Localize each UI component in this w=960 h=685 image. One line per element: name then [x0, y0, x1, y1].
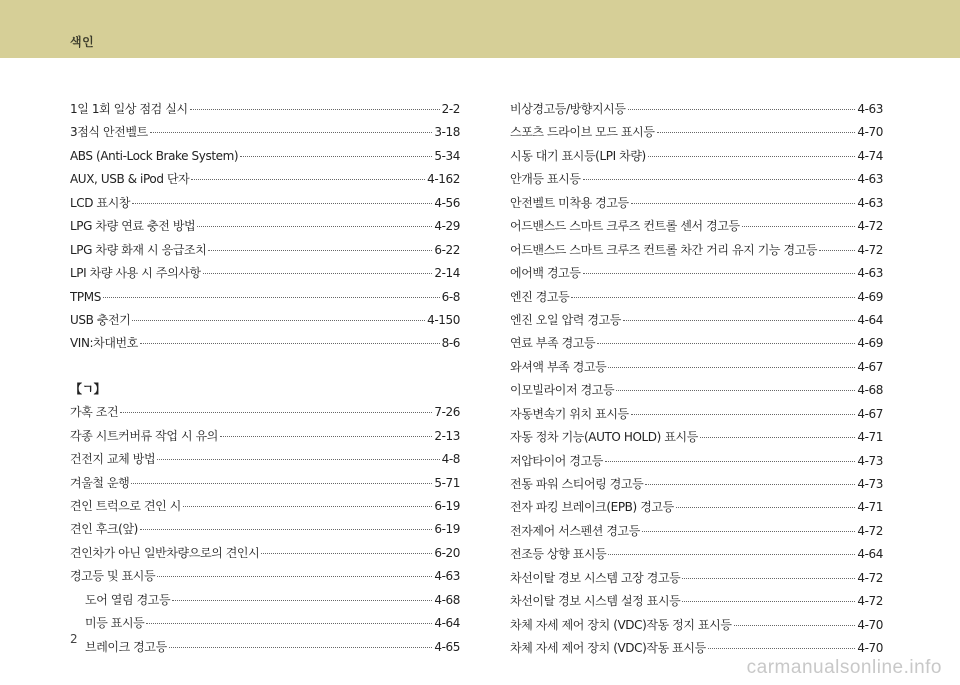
- index-entry: [510, 473, 883, 496]
- index-entry-label: 견인 트럭으로 견인 시: [70, 499, 181, 513]
- index-entry-page: 4-150: [427, 312, 460, 327]
- page-number: 2: [70, 632, 78, 646]
- dot-leader: [597, 343, 855, 344]
- index-group-giyeok: [70, 401, 460, 659]
- dot-leader: [208, 250, 432, 251]
- index-entry-label: 1일 1회 일상 점검 실시: [70, 102, 188, 116]
- index-entry-label: 에어백 경고등: [510, 266, 581, 281]
- index-entry-label: 와셔액 부족 경고등: [510, 359, 607, 374]
- dot-leader: [605, 461, 855, 462]
- index-entry-page: 6-19: [434, 499, 460, 513]
- index-entry: [510, 496, 883, 519]
- index-entry: [510, 168, 883, 191]
- dot-leader: [140, 343, 440, 344]
- index-entry: [70, 98, 460, 121]
- index-entry-page: 4-29: [434, 219, 460, 234]
- dot-leader: [172, 600, 432, 601]
- dot-leader: [819, 250, 855, 251]
- index-entry-label: 차선이탈 경보 시스템 고장 경고등: [510, 570, 681, 585]
- index-entry-label: 견인차가 아닌 일반차량으로의 견인시: [70, 545, 260, 560]
- index-group-alphanumeric: [70, 98, 460, 356]
- index-entry-label: 시동 대기 표시등(LPI 차량): [510, 148, 646, 163]
- index-entry-page: 4-74: [857, 148, 883, 163]
- dot-leader: [220, 436, 432, 437]
- watermark: carmanualsonline.info: [746, 657, 942, 678]
- index-entry-label: 전조등 상향 표시등: [510, 547, 607, 562]
- index-entry-page: 4-64: [857, 312, 883, 327]
- index-entry-label: 경고등 및 표시등: [70, 569, 156, 584]
- index-entry-page: 4-63: [857, 266, 883, 281]
- index-entry-page: 4-63: [857, 102, 883, 116]
- index-entry: [510, 192, 883, 215]
- page-title: 색인: [70, 35, 95, 49]
- index-entry: [510, 262, 883, 285]
- dot-leader: [240, 156, 432, 157]
- index-entry-page: 2-2: [441, 102, 460, 116]
- index-entry-page: 2-13: [434, 428, 460, 443]
- dot-leader: [623, 320, 855, 321]
- index-entry-label: 견인 후크(앞): [70, 522, 138, 537]
- index-entry-label: 전자 파킹 브레이크(EPB) 경고등: [510, 500, 674, 515]
- index-entry-page: 6-19: [434, 522, 460, 537]
- index-entry-page: 4-72: [857, 594, 883, 609]
- index-entry-page: 4-56: [434, 195, 460, 210]
- index-entry-label: 건전지 교체 방법: [70, 452, 156, 467]
- dot-leader: [708, 648, 856, 649]
- index-entry-page: 5-71: [434, 475, 460, 490]
- index-entry: [70, 309, 460, 332]
- index-entry-label: LCD 표시창: [70, 195, 131, 210]
- index-entry: [70, 401, 460, 424]
- index-entry: [510, 426, 883, 449]
- index-entry-page: 4-71: [857, 430, 883, 445]
- dot-leader: [190, 109, 440, 110]
- dot-leader: [150, 132, 433, 133]
- index-entry: [70, 332, 460, 355]
- index-entry-page: 4-70: [857, 641, 883, 656]
- index-entry-page: 4-65: [434, 639, 460, 654]
- index-entry-page: 4-72: [857, 523, 883, 538]
- index-entry: [70, 168, 460, 191]
- index-entry: [70, 589, 460, 612]
- index-entry-page: 4-63: [434, 569, 460, 584]
- index-entry-label: 차체 자세 제어 장치 (VDC)작동 표시등: [510, 641, 706, 656]
- dot-leader: [642, 531, 855, 532]
- index-entry: [510, 590, 883, 613]
- index-entry: [510, 379, 883, 402]
- index-entry-page: 4-69: [857, 289, 883, 304]
- dot-leader: [132, 320, 425, 321]
- index-entry-label: 브레이크 경고등: [85, 639, 167, 654]
- index-entry-page: 4-72: [857, 570, 883, 585]
- index-entry: [510, 239, 883, 262]
- index-entry-label: LPG 차량 연료 충전 방법: [70, 219, 196, 234]
- index-entry: [70, 542, 460, 565]
- index-entry-label: 어드밴스드 스마트 크루즈 컨트롤 차간 거리 유지 기능 경고등: [510, 242, 818, 257]
- index-entry-label: TPMS: [70, 289, 101, 304]
- index-entry-page: 6-8: [441, 289, 460, 304]
- index-entry-label: 차선이탈 경보 시스템 설정 표시등: [510, 594, 681, 609]
- index-entry-page: 4-73: [857, 477, 883, 491]
- index-entry: [70, 612, 460, 635]
- index-entry-page: 3-18: [434, 125, 460, 140]
- index-entry-page: 6-22: [434, 242, 460, 257]
- index-entry-label: 도어 열림 경고등: [85, 592, 171, 607]
- index-entry-page: 4-72: [857, 242, 883, 257]
- dot-leader: [700, 437, 855, 438]
- dot-leader: [169, 647, 433, 648]
- index-entry-label: 자동 정차 기능(AUTO HOLD) 표시등: [510, 430, 698, 445]
- index-entry: [510, 543, 883, 566]
- dot-leader: [676, 507, 856, 508]
- dot-leader: [608, 554, 855, 555]
- index-entry-page: 4-64: [434, 616, 460, 631]
- index-column-left: [70, 98, 460, 659]
- index-entry: [70, 262, 460, 285]
- index-entry: [510, 403, 883, 426]
- index-entry-label: 차체 자세 제어 장치 (VDC)작동 정지 표시등: [510, 617, 732, 632]
- index-entry-page: 4-70: [857, 617, 883, 632]
- index-entry: [70, 518, 460, 541]
- index-entry-label: 저압타이어 경고등: [510, 453, 603, 468]
- index-entry: [70, 425, 460, 448]
- dot-leader: [631, 203, 856, 204]
- dot-leader: [131, 483, 432, 484]
- index-entry-label: 전동 파워 스티어링 경고등: [510, 477, 644, 491]
- index-entry: [70, 192, 460, 215]
- dot-leader: [183, 506, 432, 507]
- header-bar: [0, 0, 960, 58]
- index-group-right: [510, 98, 883, 661]
- dot-leader: [631, 414, 856, 415]
- dot-leader: [583, 179, 856, 180]
- index-entry-label: 비상경고등/방향지시등: [510, 102, 626, 116]
- section-heading-giyeok: 【ㄱ】: [70, 381, 106, 396]
- index-entry: [70, 286, 460, 309]
- dot-leader: [132, 203, 432, 204]
- dot-leader: [616, 390, 855, 391]
- dot-leader: [734, 625, 856, 626]
- index-entry-page: 4-67: [857, 406, 883, 421]
- index-entry-label: LPI 차량 사용 시 주의사항: [70, 266, 201, 281]
- dot-leader: [645, 484, 855, 485]
- dot-leader: [682, 601, 855, 602]
- index-entry: [70, 121, 460, 144]
- index-entry: [70, 495, 460, 518]
- index-entry: [70, 215, 460, 238]
- index-entry-label: 각종 시트커버류 작업 시 유의: [70, 428, 218, 443]
- index-entry-label: 엔진 오일 압력 경고등: [510, 312, 621, 327]
- dot-leader: [140, 529, 432, 530]
- index-entry-label: AUX, USB & iPod 단자: [70, 172, 190, 187]
- index-entry: [510, 614, 883, 637]
- index-entry-label: 안개등 표시등: [510, 172, 581, 187]
- index-entry-label: 안전벨트 미착용 경고등: [510, 195, 629, 210]
- index-entry-label: 3점식 안전벨트: [70, 125, 148, 140]
- dot-leader: [157, 576, 432, 577]
- index-entry-page: 4-63: [857, 195, 883, 210]
- index-entry-page: 4-8: [441, 452, 460, 467]
- index-entry-label: USB 충전기: [70, 312, 131, 327]
- dot-leader: [191, 179, 425, 180]
- index-entry-label: ABS (Anti-Lock Brake System): [70, 148, 239, 163]
- dot-leader: [146, 623, 432, 624]
- index-entry-page: 4-70: [857, 125, 883, 140]
- index-entry-label: 겨울철 운행: [70, 475, 130, 490]
- dot-leader: [157, 459, 439, 460]
- index-entry-page: 5-34: [434, 148, 460, 163]
- index-entry-label: LPG 차량 화재 시 응급조치: [70, 242, 207, 257]
- dot-leader: [628, 109, 856, 110]
- index-entry: [510, 286, 883, 309]
- dot-leader: [103, 297, 440, 298]
- index-entry-page: 4-63: [857, 172, 883, 187]
- index-entry-label: 이모빌라이저 경고등: [510, 383, 615, 398]
- dot-leader: [657, 132, 856, 133]
- index-entry: [510, 309, 883, 332]
- dot-leader: [203, 273, 433, 274]
- index-entry-page: 4-67: [857, 359, 883, 374]
- dot-leader: [571, 297, 855, 298]
- dot-leader: [120, 412, 432, 413]
- index-entry-page: 4-64: [857, 547, 883, 562]
- index-entry-label: 스포츠 드라이브 모드 표시등: [510, 125, 655, 140]
- index-entry: [70, 565, 460, 588]
- index-entry-page: 7-26: [434, 405, 460, 420]
- index-entry: [510, 450, 883, 473]
- dot-leader: [197, 226, 432, 227]
- index-entry: [510, 567, 883, 590]
- index-entry-page: 6-20: [434, 545, 460, 560]
- dot-leader: [742, 226, 856, 227]
- index-entry-label: 어드밴스드 스마트 크루즈 컨트롤 센서 경고등: [510, 219, 740, 234]
- index-entry-label: 미등 표시등: [85, 616, 145, 631]
- index-entry-page: 4-72: [857, 219, 883, 234]
- index-entry: [510, 121, 883, 144]
- index-entry-label: VIN:차대번호: [70, 336, 138, 351]
- index-entry-page: 4-162: [427, 172, 460, 187]
- index-entry: [70, 636, 460, 659]
- index-entry-page: 4-68: [434, 592, 460, 607]
- index-entry: [510, 145, 883, 168]
- index-entry: [510, 332, 883, 355]
- dot-leader: [608, 367, 855, 368]
- index-entry: [510, 520, 883, 543]
- index-entry-label: 전자제어 서스펜션 경고등: [510, 523, 640, 538]
- index-entry-label: 엔진 경고등: [510, 289, 570, 304]
- index-entry-page: 4-71: [857, 500, 883, 515]
- index-entry: [70, 239, 460, 262]
- index-entry: [70, 448, 460, 471]
- index-entry-page: 4-69: [857, 336, 883, 351]
- index-entry-label: 연료 부족 경고등: [510, 336, 596, 351]
- dot-leader: [583, 273, 856, 274]
- dot-leader: [261, 553, 432, 554]
- dot-leader: [682, 578, 855, 579]
- index-entry-page: 8-6: [441, 336, 460, 351]
- index-entry: [70, 472, 460, 495]
- index-entry: [510, 215, 883, 238]
- index-entry-page: 4-73: [857, 453, 883, 468]
- index-entry-label: 자동변속기 위치 표시등: [510, 406, 629, 421]
- index-entry: [70, 145, 460, 168]
- index-entry: [510, 98, 883, 121]
- index-entry-page: 4-68: [857, 383, 883, 398]
- index-entry: [510, 356, 883, 379]
- index-column-right: [510, 98, 883, 661]
- index-entry-page: 2-14: [434, 266, 460, 281]
- dot-leader: [648, 156, 856, 157]
- index-entry-label: 가혹 조건: [70, 405, 119, 420]
